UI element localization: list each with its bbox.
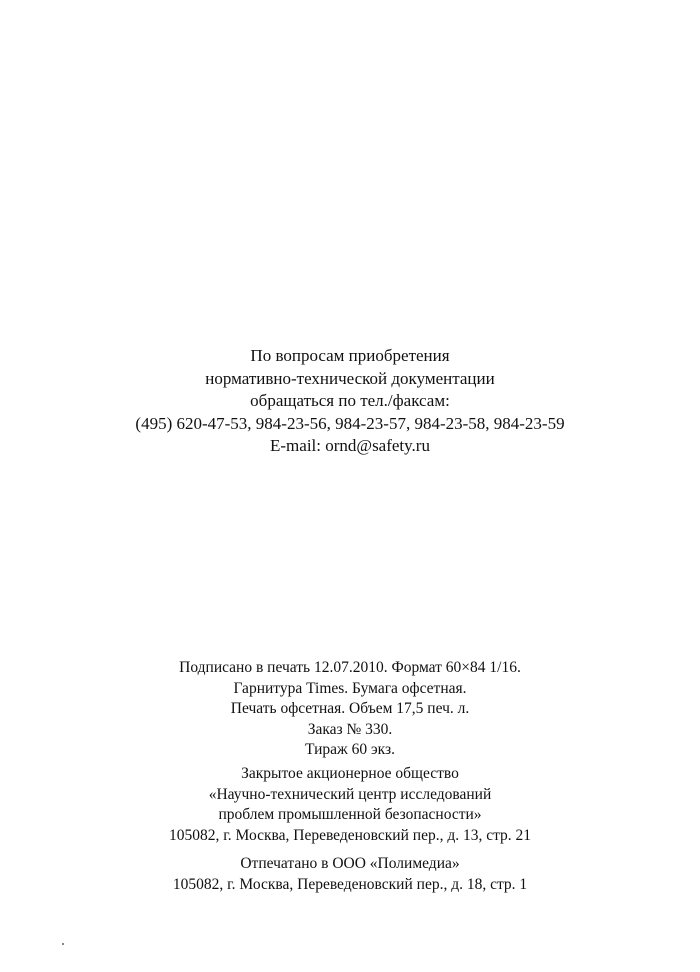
printer-line-1: Отпечатано в ООО «Полимедиа» <box>240 855 460 872</box>
imprint-circulation: Тираж 60 экз. <box>305 741 395 758</box>
contact-line-3: обращаться по тел./факсам: <box>250 391 450 410</box>
publisher-address: 105082, г. Москва, Переведеновский пер., д. 13, стр. 21 <box>168 826 532 844</box>
contact-line-1: По вопросам приобретения <box>250 346 450 365</box>
printer-address: 105082, г. Москва, Переведеновский пер., д. 18, стр. 1 <box>172 875 528 893</box>
imprint-printing: Печать офсетная. Объем 17,5 печ. л. <box>230 700 470 717</box>
contact-info-block <box>0 345 700 458</box>
imprint-signed: Подписано в печать 12.07.2010. Формат 60×84 1/16. <box>179 659 521 676</box>
scan-speck <box>62 943 64 945</box>
contact-line-2: нормативно-технической документации <box>205 368 495 388</box>
publisher-line-3: проблем промышленной безопасности» <box>218 806 482 823</box>
imprint-block <box>0 658 700 761</box>
imprint-typeface: Гарнитура Times. Бумага офсетная. <box>233 679 467 697</box>
publisher-block <box>0 764 700 846</box>
imprint-order: Заказ № 330. <box>307 720 393 738</box>
contact-phones: (495) 620-47-53, 984-23-56, 984-23-57, 984-23-58, 984-23-59 <box>135 413 565 433</box>
publisher-line-2: «Научно-технический центр исследований <box>208 785 492 803</box>
printer-block <box>0 854 700 895</box>
publisher-line-1: Закрытое акционерное общество <box>241 765 459 782</box>
contact-email: E-mail: ornd@safety.ru <box>270 436 430 455</box>
